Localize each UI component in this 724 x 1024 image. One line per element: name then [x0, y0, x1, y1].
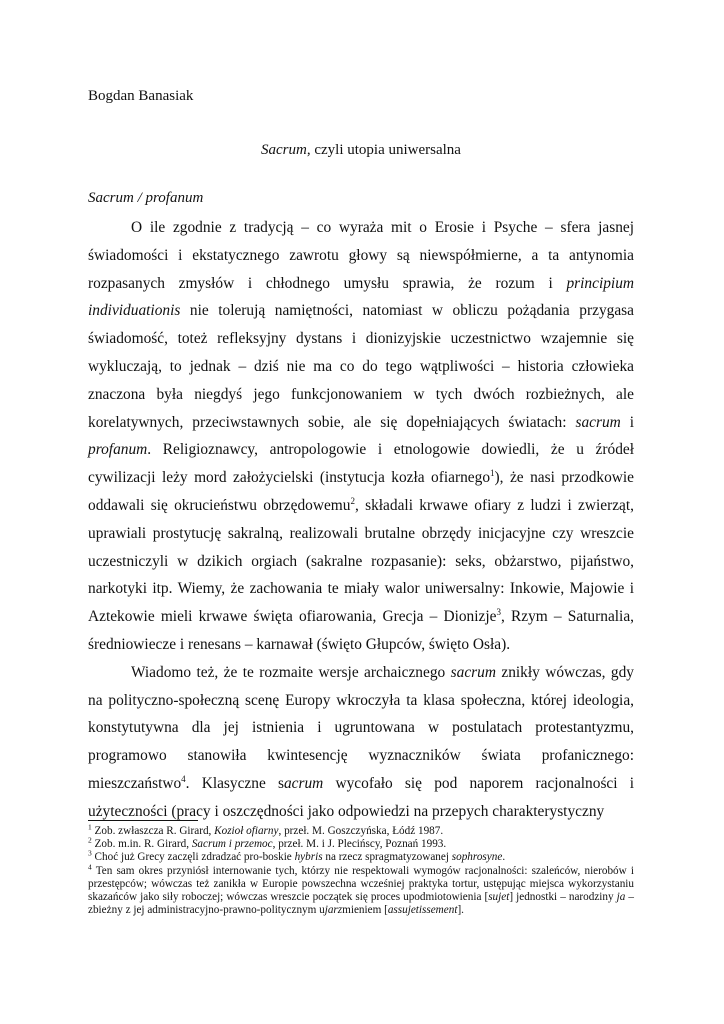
footnote-ref-3[interactable]: 3: [496, 607, 501, 618]
text-run: Zob. zwłaszcza R. Girard,: [91, 825, 215, 837]
text-run: wycofało się pod naporem racjonalności i użyteczności (pracy i oszczędności jako odpowiedzi na przepych charakterystyczny: [88, 774, 634, 820]
text-run: , Rzym – Saturnalia, średniowiecze i renesans – karnawał (święto Głupców, święto Osła).: [88, 608, 635, 653]
text-run: .: [502, 851, 506, 864]
text-run: Choć już Grecy zaczęli zdradzać pro-boskie: [91, 851, 295, 864]
footnote-number: 1: [88, 822, 92, 832]
italic-run: jarz: [324, 904, 343, 917]
document-title: [88, 142, 634, 159]
author-name: Bogdan Banasiak: [88, 88, 194, 104]
text-run: ] jednostki – narodziny: [509, 891, 617, 904]
text-run: ), że nasi przodkowie oddawali się okrucieństwu obrzędowemu: [88, 469, 635, 514]
section-heading: Sacrum / profanum: [88, 190, 204, 206]
text-run: nie tolerują namiętności, natomiast w obliczu pożądania przygasa świadomość, toteż refleksyjny dystans i dionizyjskie uczestnictwo wzajemnie się wykluczają, to jednak – dziś nie ma co do tego wątpliwości – historia człowieka znaczona była niegdyś jego funkcjonowaniem w tych dwóch rozbieżnych, ale korelatywnych, przeciwstawnych sobie, ale się dopełniających światach:: [88, 302, 634, 431]
body-text: [88, 214, 634, 826]
text-run: , przeł. M. Goszczyńska, Łódź 1987.: [278, 825, 444, 837]
text-run: . Religioznawcy, antropologowie i etnologowie dowiedli, że u źródeł cywilizacji leży mord założycielski (instytucja kozła ofiarnego: [88, 441, 634, 487]
text-run: O ile zgodnie z tradycją – co wyraża mit o Erosie i Psyche – sfera jasnej świadomości i ekstatycznego zawrotu głowy są niewspółmierne, a ta antynomia rozpasanych zmysłów i chłodnego umysłu sprawia, że rozum i: [88, 219, 634, 292]
text-run: . Klasyczne s: [185, 774, 284, 792]
footnote-1: [88, 822, 634, 838]
footnotes: [88, 822, 634, 917]
footnote-ref-4[interactable]: 4: [181, 773, 186, 784]
footnote-number: 3: [88, 848, 92, 858]
footnote-divider: [88, 820, 198, 821]
italic-run: sophrosyne: [451, 851, 503, 864]
text-run: Wiadomo też, że te rozmaite wersje archaicznego: [131, 663, 451, 681]
italic-run: sujet: [488, 891, 510, 904]
text-run: , składali krwawe ofiary z ludzi i zwierząt, uprawiali prostytucję sakralną, realizowali brutalne obrzędy inicjacyjne czy wreszcie uczestniczyli w dzikich orgiach (sakralne rozpasanie): seks, obżarstwo, pijaństwo, narkotyki itp. Wiemy, że zachowania te miały walor uniwersalny: Inkowie, Majowie i Aztekowie mieli krwawe święta ofiarowania, Grecja – Dionizje: [88, 496, 634, 626]
footnote-number: 2: [88, 835, 92, 845]
text-run: i: [620, 413, 635, 431]
italic-run: ja: [616, 891, 626, 904]
footnote-2: [88, 835, 634, 851]
italic-run: assujetissement: [387, 904, 458, 917]
italic-run: principium individuationis: [88, 274, 634, 320]
italic-run: Kozioł ofiarny: [214, 825, 279, 837]
footnote-3: [88, 848, 634, 864]
italic-run: sacrum: [575, 413, 621, 431]
italic-run: hybris: [294, 851, 323, 864]
text-run: , przeł. M. i J. Plecińscy, Poznań 1993.: [272, 838, 447, 851]
italic-run: Sacrum i przemoc: [191, 838, 273, 851]
text-run: Ten sam okres przyniósł internowanie tych, którzy nie respektowali wymogów racjonalności: szaleńców, nierobów i przestępców; wówczas też zanikła w Europie powszechna wcześniej praktyka tortur, ustępując miejsca wykorzystaniu skazańców jako siły roboczej; wówczas wreszcie początek się proces upodmiotowienia [: [88, 864, 634, 904]
footnote-4: [88, 861, 634, 918]
text-run: – zbieżny z jej administracyjno-prawno-politycznym u: [88, 891, 634, 917]
italic-run: profanum: [88, 441, 148, 459]
footnote-ref-2[interactable]: 2: [350, 495, 355, 506]
text-run: Zob. m.in. R. Girard,: [91, 838, 192, 851]
title-italic: Sacrum: [261, 142, 307, 158]
italic-run: acrum: [283, 774, 324, 792]
text-run: na rzecz spragmatyzowanej: [322, 851, 452, 864]
footnote-number: 4: [88, 861, 92, 871]
title-rest: , czyli utopia uniwersalna: [306, 142, 461, 158]
text-run: mieniem [: [342, 904, 388, 917]
paragraph-1: [88, 214, 634, 659]
text-run: ].: [457, 904, 464, 917]
italic-run: sacrum: [450, 663, 496, 681]
text-run: znikły wówczas, gdy na polityczno-społeczną scenę Europy wkroczyła ta klasa społeczna, której ideologia, konstytutywna dla jej istnienia i ugruntowana w postulatach protestantyzmu, programowo stanowiła kwintesencję wyznaczników świata profanicznego: mieszczaństwo: [88, 663, 634, 792]
footnote-ref-1[interactable]: 1: [490, 468, 495, 479]
paragraph-2: [88, 659, 634, 826]
